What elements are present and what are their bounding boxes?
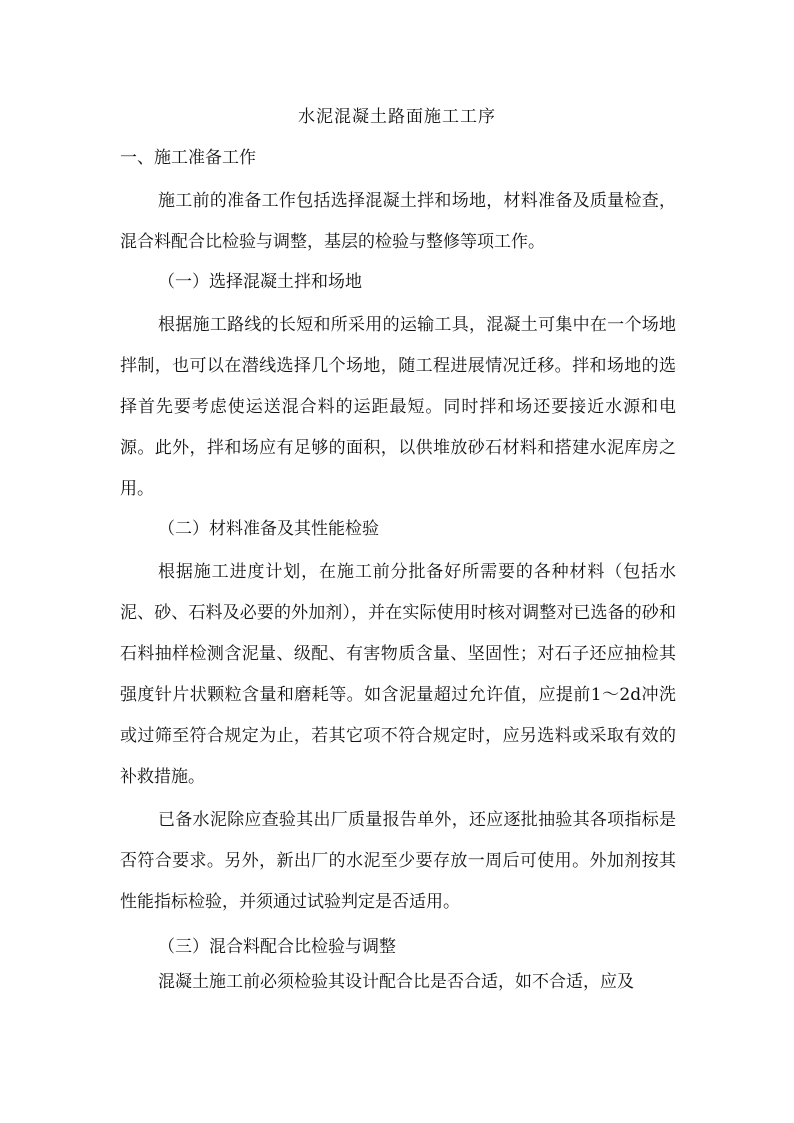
subheading-mixing-site: （一）选择混凝土拌和场地 [158, 272, 362, 292]
document-title: 水泥混凝土路面施工工序 [298, 107, 496, 127]
paragraph-mixing-site: 根据施工路线的长短和所采用的运输工具，混凝土可集中在一个场地拌制，也可以在潜线选择几个场地，随工程进展情况迁移。拌和场地的选择首先要考虑使运送混合料的运距最短。同时拌和场还要接近水源和电源。此外，拌和场应有足够的面积，以供堆放砂石材料和搭建水泥库房之用。 [120, 315, 676, 499]
paragraph-mix-ratio: 混凝土施工前必须检验其设计配合比是否合适，如不合适，应及 [158, 972, 634, 992]
subheading-mix-ratio: （三）混合料配合比检验与调整 [158, 937, 396, 957]
paragraph-preparation-intro: 施工前的准备工作包括选择混凝土拌和场地，材料准备及质量检查，混合料配合比检验与调整，基层的检验与整修等项工作。 [120, 191, 676, 252]
paragraph-materials: 根据施工进度计划，在施工前分批备好所需要的各种材料（包括水泥、砂、石料及必要的外加剂），并在实际使用时核对调整对已选备的砂和石料抽样检测含泥量、级配、有害物质含量、坚固性；对石子还应抽检其强度针片状颗粒含量和磨耗等。如含泥量超过允许值，应提前1～2d冲洗或过筛至符合规定为止，若其它项不符合规定时，应另选料或采取有效的补救措施。 [120, 562, 676, 787]
subheading-materials: （二）材料准备及其性能检验 [158, 519, 379, 539]
paragraph-cement-check: 已备水泥除应查验其出厂质量报告单外，还应逐批抽验其各项指标是否符合要求。另外，新出厂的水泥至少要存放一周后可使用。外加剂按其性能指标检验，并须通过试验判定是否适用。 [120, 810, 676, 912]
section-heading-preparation: 一、施工准备工作 [120, 148, 256, 168]
